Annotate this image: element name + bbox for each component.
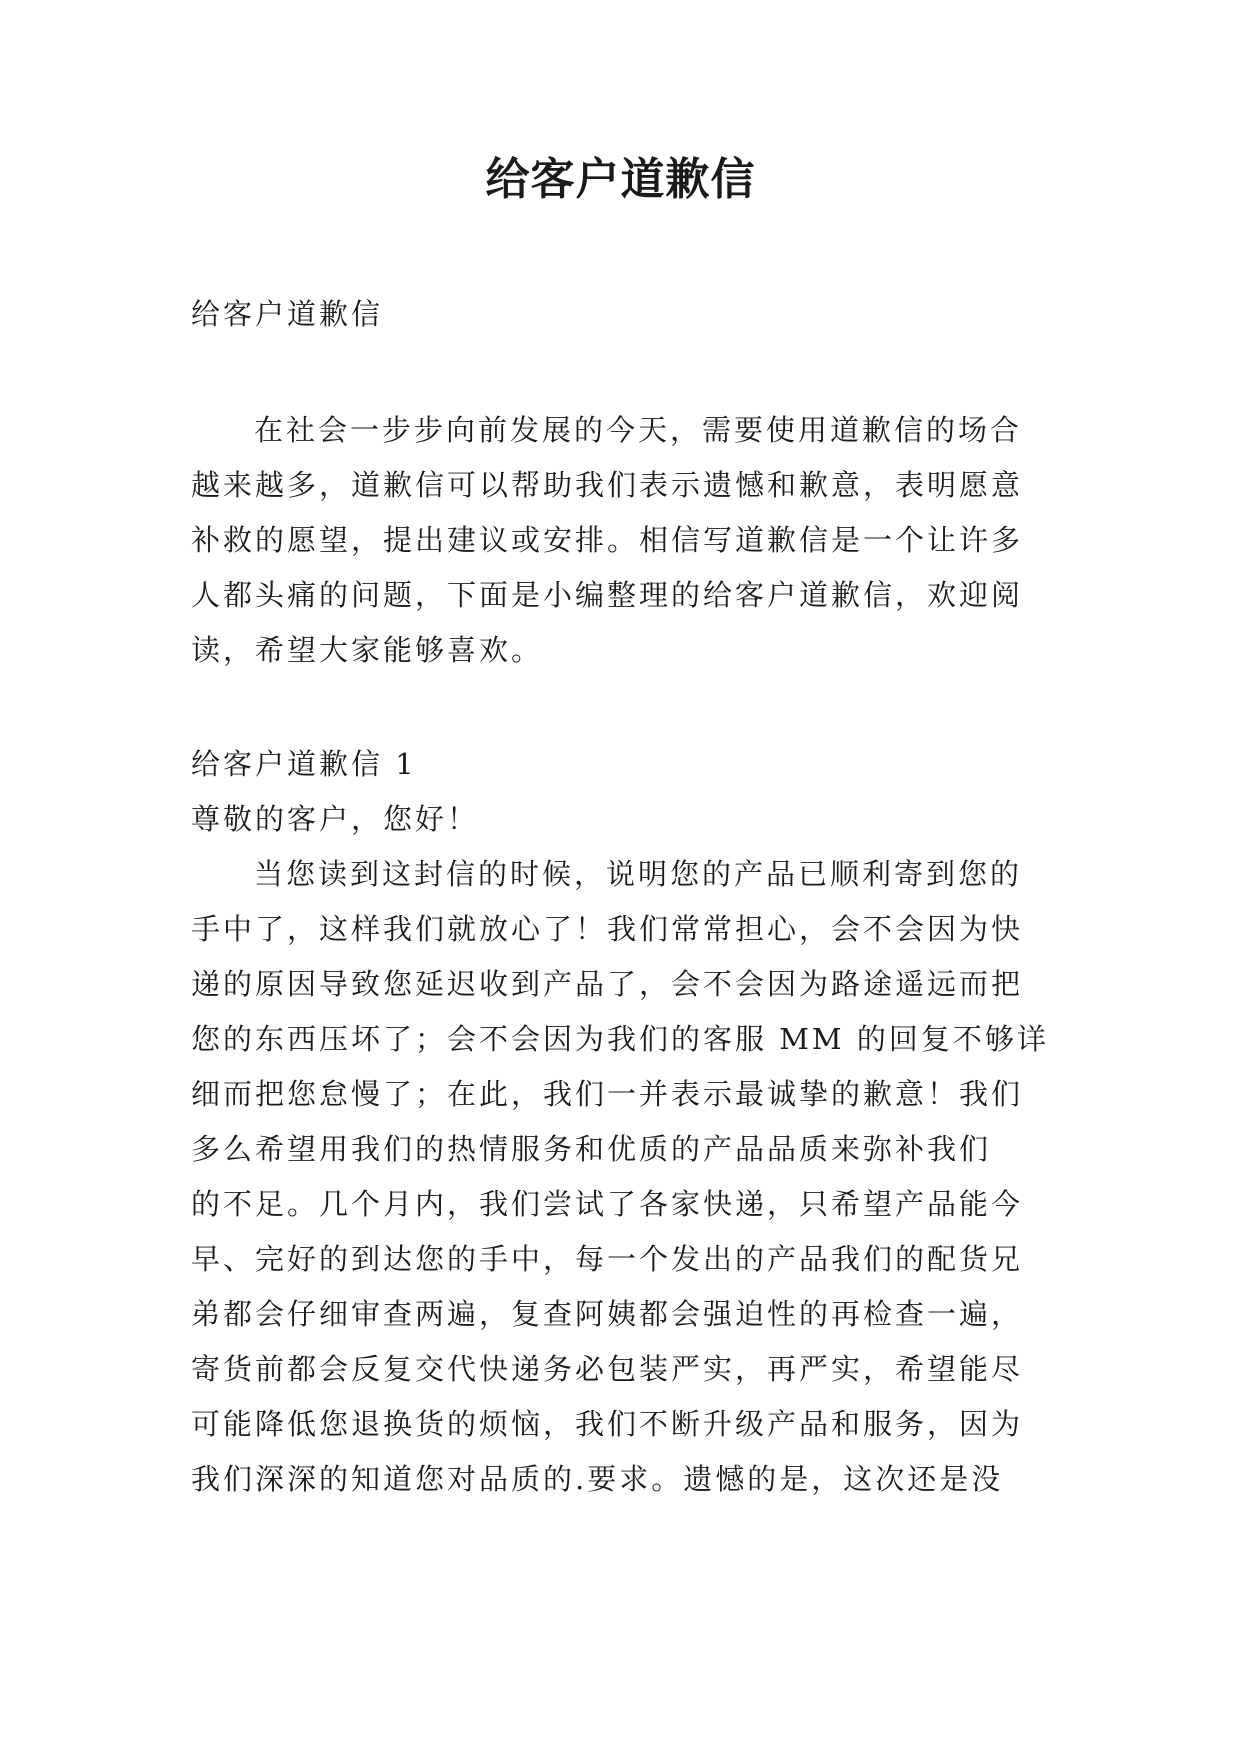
document-subtitle: 给客户道歉信	[191, 297, 384, 331]
letter-body-line: 递的原因导致您延迟收到产品了，会不会因为路途遥远而把	[191, 967, 1024, 1001]
letter-body-line: 寄货前都会反复交代快递务必包装严实，再严实，希望能尽	[191, 1352, 1024, 1386]
intro-line: 补救的愿望，提出建议或安排。相信写道歉信是一个让许多	[191, 523, 1024, 557]
letter-body-line: 您的东西压坏了；会不会因为我们的客服 MM 的回复不够详	[191, 1022, 1049, 1056]
letter-body-line: 手中了，这样我们就放心了！我们常常担心，会不会因为快	[191, 912, 1024, 946]
letter-body-line: 弟都会仔细审查两遍，复查阿姨都会强迫性的再检查一遍，	[191, 1297, 1024, 1331]
letter-body-line: 当您读到这封信的时候，说明您的产品已顺利寄到您的	[254, 857, 1023, 891]
letter-body-line: 可能降低您退换货的烦恼，我们不断升级产品和服务，因为	[191, 1407, 1024, 1441]
letter-body-line: 我们深深的知道您对品质的.要求。遗憾的是，这次还是没	[191, 1462, 1004, 1496]
intro-line: 读，希望大家能够喜欢。	[191, 633, 544, 667]
document-title: 给客户道歉信	[485, 154, 756, 205]
letter-body-line: 细而把您怠慢了；在此，我们一并表示最诚挚的歉意！我们	[191, 1077, 1024, 1111]
intro-line: 越来越多，道歉信可以帮助我们表示遗憾和歉意，表明愿意	[191, 468, 1024, 502]
section-heading: 给客户道歉信 1	[191, 747, 417, 781]
intro-line: 在社会一步步向前发展的今天，需要使用道歉信的场合	[254, 413, 1023, 447]
intro-line: 人都头痛的问题，下面是小编整理的给客户道歉信，欢迎阅	[191, 578, 1024, 612]
letter-salutation: 尊敬的客户，您好！	[191, 802, 480, 836]
letter-body-line: 的不足。几个月内，我们尝试了各家快递，只希望产品能今	[191, 1187, 1024, 1221]
letter-body-line: 早、完好的到达您的手中，每一个发出的产品我们的配货兄	[191, 1242, 1024, 1276]
letter-body-line: 多么希望用我们的热情服务和优质的产品品质来弥补我们	[191, 1132, 992, 1166]
